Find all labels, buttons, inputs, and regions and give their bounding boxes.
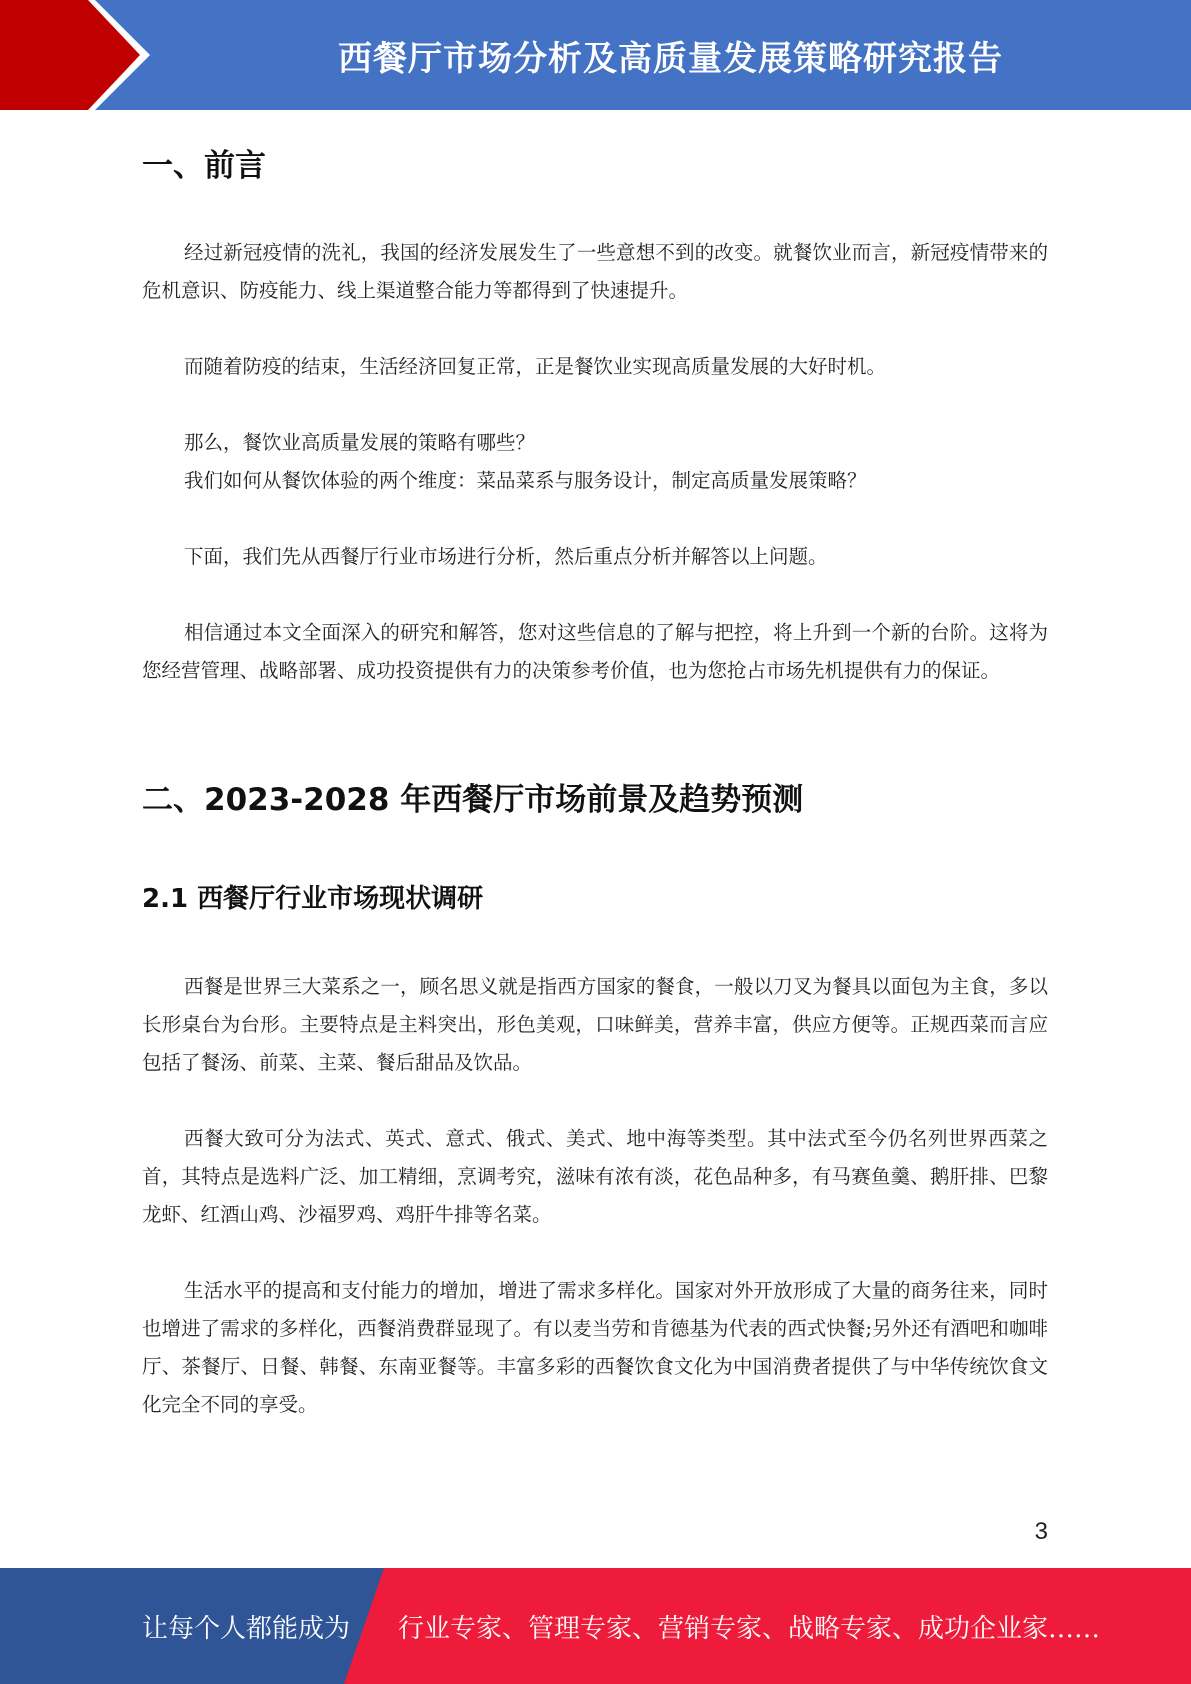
paragraph: 相信通过本文全面深入的研究和解答，您对这些信息的了解与把控，将上升到一个新的台阶。这将为您经营管理、战略部署、成功投资提供有力的决策参考价值，也为您抢占市场先机提供有力的保证。 [142, 621, 1048, 682]
paragraph: 而随着防疫的结束，生活经济回复正常，正是餐饮业实现高质量发展的大好时机。 [184, 355, 887, 378]
paragraph: 生活水平的提高和支付能力的增加，增进了需求多样化。国家对外开放形成了大量的商务往来，同时也增进了需求的多样化，西餐消费群显现了。有以麦当劳和肯德基为代表的西式快餐;另外还有酒吧和咖啡厅、茶餐厅、日餐、韩餐、东南亚餐等。丰富多彩的西餐饮食文化为中国消费者提供了与中华传统饮食文化完全不同的享受。 [142, 1279, 1048, 1416]
section-heading-forecast: 二、2023-2028 年西餐厅市场前景及趋势预测 [142, 782, 804, 818]
footer-banner [0, 1568, 1191, 1684]
header-banner [0, 0, 1191, 110]
paragraph: 西餐大致可分为法式、英式、意式、俄式、美式、地中海等类型。其中法式至今仍名列世界西菜之首，其特点是选料广泛、加工精细，烹调考究，滋味有浓有淡，花色品种多，有马赛鱼羹、鹅肝排、巴黎龙虾、红酒山鸡、沙福罗鸡、鸡肝牛排等名菜。 [142, 1127, 1048, 1226]
footer-slogan-right: 行业专家、管理专家、营销专家、战略专家、成功企业家…… [398, 1613, 1101, 1644]
subsection-heading: 2.1 西餐厅行业市场现状调研 [142, 884, 484, 914]
paragraph: 西餐是世界三大菜系之一，顾名思义就是指西方国家的餐食，一般以刀叉为餐具以面包为主食，多以长形桌台为台形。主要特点是主料突出，形色美观，口味鲜美，营养丰富，供应方便等。正规西菜而言应包括了餐汤、前菜、主菜、餐后甜品及饮品。 [142, 975, 1048, 1074]
paragraph: 经过新冠疫情的洗礼，我国的经济发展发生了一些意想不到的改变。就餐饮业而言，新冠疫情带来的危机意识、防疫能力、线上渠道整合能力等都得到了快速提升。 [142, 241, 1048, 302]
paragraph: 我们如何从餐饮体验的两个维度：菜品菜系与服务设计，制定高质量发展策略？ [184, 469, 867, 492]
paragraph: 下面，我们先从西餐厅行业市场进行分析，然后重点分析并解答以上问题。 [184, 545, 828, 568]
footer-slogan-left: 让每个人都能成为 [142, 1613, 351, 1644]
section-heading-preface: 一、前言 [142, 148, 266, 184]
report-title: 西餐厅市场分析及高质量发展策略研究报告 [338, 38, 1003, 79]
paragraph: 那么，餐饮业高质量发展的策略有哪些？ [184, 431, 536, 454]
page-number: 3 [1034, 1518, 1048, 1545]
